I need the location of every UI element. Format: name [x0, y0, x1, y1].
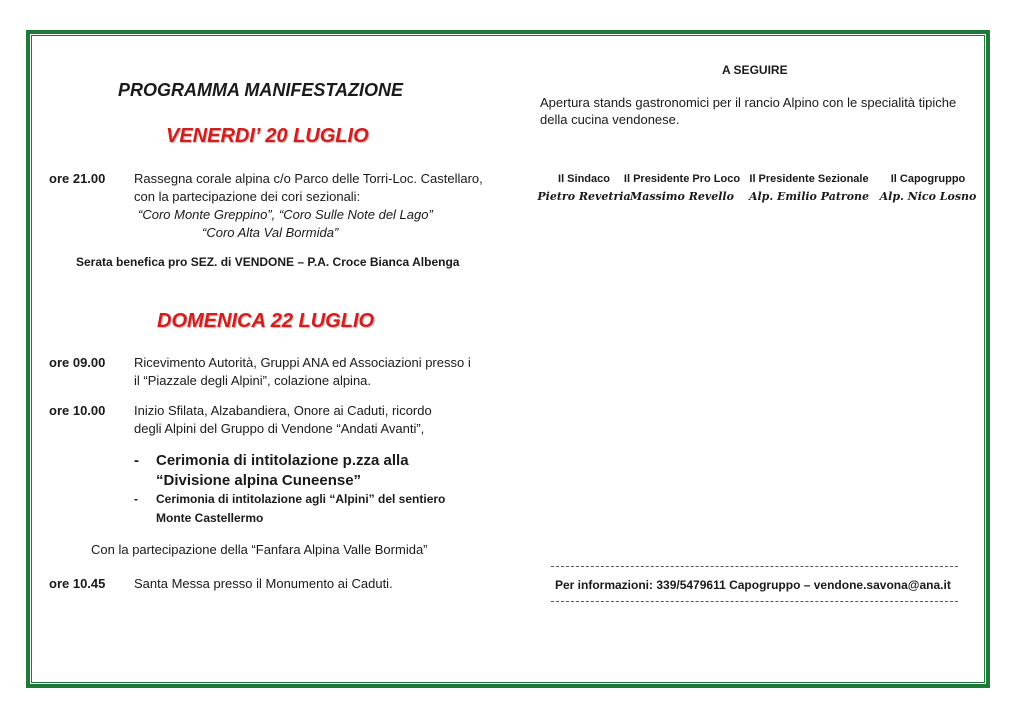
event-2100-line2: con la partecipazione dei cori sezionali: — [134, 189, 361, 204]
ceremony-2-line1: Cerimonia di intitolazione agli “Alpini” del sentiero — [156, 492, 446, 506]
signature-role-sindaco: Il Sindaco — [558, 173, 610, 185]
event-time-0900: ore 09.00 — [49, 355, 106, 370]
info-divider-bottom — [551, 601, 958, 602]
signature-name-capogruppo: Alp. Nico Losno — [879, 190, 977, 203]
ceremony-1-line2: “Divisione alpina Cuneense” — [156, 472, 362, 489]
event-0900-line2: il “Piazzale degli Alpini”, colazione alpina. — [134, 373, 372, 388]
program-title: PROGRAMMA MANIFESTAZIONE — [118, 80, 403, 100]
stands-para-line2: della cucina vendonese. — [540, 112, 680, 127]
event-0900-line1: Ricevimento Autorità, Gruppi ANA ed Associazioni presso i — [134, 355, 471, 370]
bullet-mark-1: - — [134, 452, 139, 469]
right-heading: A SEGUIRE — [722, 63, 788, 77]
event-2100-choirs-line1: “Coro Monte Greppino”, “Coro Sulle Note del Lago” — [138, 207, 433, 222]
fanfara-note: Con la partecipazione della “Fanfara Alpina Valle Bormida” — [91, 542, 428, 557]
info-divider-top — [551, 566, 958, 567]
contact-info: Per informazioni: 339/5479611 Capogruppo – vendone.savona@ana.it — [555, 578, 951, 592]
ceremony-1-line1: Cerimonia di intitolazione p.zza alla — [156, 452, 409, 469]
event-time-1000: ore 10.00 — [49, 403, 106, 418]
event-time-1045: ore 10.45 — [49, 576, 106, 591]
signature-role-proloco: Il Presidente Pro Loco — [623, 173, 741, 185]
day-friday-heading: VENERDI’ 20 LUGLIO — [166, 125, 369, 147]
signature-role-capogruppo: Il Capogruppo — [890, 173, 966, 185]
signature-name-sezionale: Alp. Emilio Patrone — [748, 190, 870, 203]
event-2100-line1: Rassegna corale alpina c/o Parco delle Torri-Loc. Castellaro, — [134, 171, 483, 186]
bullet-mark-2: - — [134, 492, 138, 506]
signature-role-sezionale: Il Presidente Sezionale — [749, 173, 869, 185]
event-1045-text: Santa Messa presso il Monumento ai Caduti. — [134, 576, 393, 591]
ceremony-2-line2: Monte Castellermo — [156, 511, 264, 525]
event-2100-choirs-line2: “Coro Alta Val Bormida” — [202, 225, 339, 240]
day-sunday-heading: DOMENICA 22 LUGLIO — [157, 310, 375, 332]
signature-name-proloco: Massimo Revello — [630, 190, 734, 203]
benefit-evening-note: Serata benefica pro SEZ. di VENDONE – P.A. Croce Bianca Albenga — [76, 255, 460, 269]
stands-para-line1: Apertura stands gastronomici per il rancio Alpino con le specialità tipiche — [540, 95, 957, 110]
event-1000-line1: Inizio Sfilata, Alzabandiera, Onore ai Caduti, ricordo — [134, 403, 432, 418]
event-1000-line2: degli Alpini del Gruppo di Vendone “Andati Avanti”, — [134, 421, 425, 436]
signature-name-sindaco: Pietro Revetria — [537, 190, 631, 203]
event-time-2100: ore 21.00 — [49, 171, 106, 186]
